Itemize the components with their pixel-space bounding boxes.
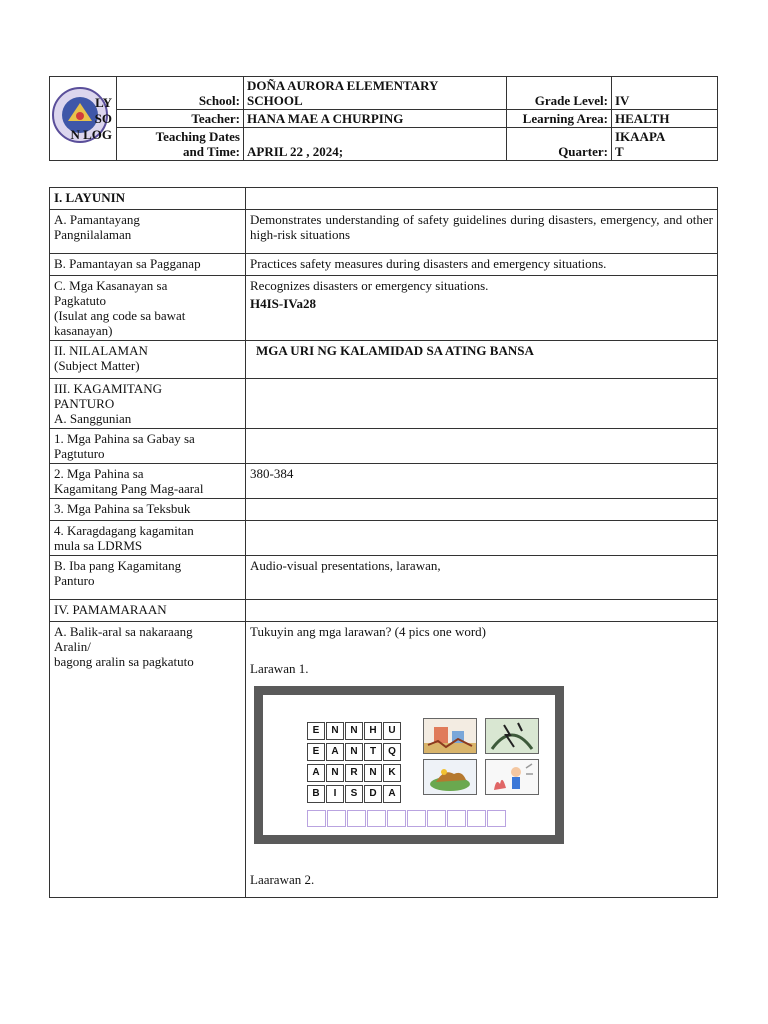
teksbuk-label: 3. Mga Pahina sa Teksbuk (50, 499, 246, 521)
nilalaman-label: II. NILALAMAN (Subject Matter) (50, 341, 246, 379)
layunin-heading: I. LAYUNIN (50, 188, 246, 210)
letter-tile: N (326, 722, 344, 740)
school-label: School: (117, 77, 244, 110)
iba-label: B. Iba pang Kagamitang Panturo (50, 556, 246, 600)
kagamitan-label: III. KAGAMITANG PANTURO A. Sanggunian (50, 379, 246, 429)
answer-box (307, 810, 326, 827)
answer-box (407, 810, 426, 827)
gabay-value (246, 429, 718, 464)
letter-tile: E (307, 722, 325, 740)
disaster-picture-2 (485, 718, 539, 754)
balik-instruction: Tukuyin ang mga larawan? (4 pics one word) (250, 624, 486, 639)
nilalaman-value: MGA URI NG KALAMIDAD SA ATING BANSA (246, 341, 718, 379)
letter-tile: D (364, 785, 382, 803)
disaster-picture-4 (485, 759, 539, 795)
larawan-1-label: Larawan 1. (250, 661, 309, 676)
lesson-plan-table (49, 187, 718, 898)
teaching-dates-label: Teaching Dates and Time: (117, 128, 244, 161)
ldrms-value (246, 521, 718, 556)
letter-tile: S (345, 785, 363, 803)
teacher-value: HANA MAE A CHURPING (244, 110, 507, 128)
answer-box (487, 810, 506, 827)
balik-value (246, 622, 718, 898)
pamantayang-label: A. Pamantayang Pangnilalaman (50, 210, 246, 254)
answer-boxes (307, 810, 507, 830)
teacher-label: Teacher: (117, 110, 244, 128)
earthquake-picture-icon (424, 719, 476, 753)
pamamaraan-heading: IV. PAMAMARAAN (50, 600, 246, 622)
teksbuk-value (246, 499, 718, 521)
disaster-picture-1 (423, 718, 477, 754)
pagganap-value: Practices safety measures during disasters and emergency situations. (246, 254, 718, 276)
kasanayan-value: Recognizes disasters or emergency situations. H4IS-IVa28 (246, 276, 718, 341)
larawan-2-label: Laarawan 2. (250, 872, 315, 887)
quarter-label: Quarter: (507, 128, 612, 161)
letter-grid (307, 721, 402, 805)
letter-tile: K (383, 764, 401, 782)
letter-tile: N (345, 743, 363, 761)
letter-tile: H (364, 722, 382, 740)
kagamitan-value (246, 379, 718, 429)
pagganap-label: B. Pamantayan sa Pagganap (50, 254, 246, 276)
letter-tile: T (364, 743, 382, 761)
layunin-value (246, 188, 718, 210)
teaching-dates-value: APRIL 22 , 2024; (244, 128, 507, 161)
quarter-value: IKAAPA T (612, 128, 718, 161)
landslide-picture-icon (424, 760, 476, 794)
puzzle-board (263, 695, 555, 835)
answer-box (347, 810, 366, 827)
letter-tile: I (326, 785, 344, 803)
kasanayan-code: H4IS-IVa28 (250, 296, 316, 311)
fire-picture-icon (486, 760, 538, 794)
letter-tile: B (307, 785, 325, 803)
letter-tile: A (326, 743, 344, 761)
answer-box (367, 810, 386, 827)
answer-box (447, 810, 466, 827)
letter-tile: N (345, 722, 363, 740)
answer-box (427, 810, 446, 827)
pamantayang-value: Demonstrates understanding of safety guidelines during disasters, emergency, and other high-risk situations (246, 210, 718, 254)
logo-text: LY SO N LOG (70, 95, 112, 142)
letter-tile: A (383, 785, 401, 803)
storm-picture-icon (486, 719, 538, 753)
header-table (49, 76, 718, 161)
kasanayan-label: C. Mga Kasanayan sa Pagkatuto (Isulat ang code sa bawat kasanayan) (50, 276, 246, 341)
four-pics-one-word-puzzle (254, 686, 564, 844)
learning-area-label: Learning Area: (507, 110, 612, 128)
disaster-picture-3 (423, 759, 477, 795)
letter-tile: E (307, 743, 325, 761)
answer-box (387, 810, 406, 827)
letter-tile: Q (383, 743, 401, 761)
iba-value: Audio-visual presentations, larawan, (246, 556, 718, 600)
letter-tile: A (307, 764, 325, 782)
grade-level-label: Grade Level: (507, 77, 612, 110)
answer-box (467, 810, 486, 827)
grade-level-value: IV (612, 77, 718, 110)
balik-label: A. Balik-aral sa nakaraang Aralin/ bagong aralin sa pagkatuto (50, 622, 246, 898)
answer-box (327, 810, 346, 827)
letter-tile: U (383, 722, 401, 740)
ldrms-label: 4. Karagdagang kagamitan mula sa LDRMS (50, 521, 246, 556)
learning-area-value: HEALTH (612, 110, 718, 128)
letter-tile: R (345, 764, 363, 782)
magaaral-value: 380-384 (246, 464, 718, 499)
school-value: DOÑA AURORA ELEMENTARY SCHOOL (244, 77, 507, 110)
pamamaraan-value (246, 600, 718, 622)
letter-tile: N (326, 764, 344, 782)
magaaral-label: 2. Mga Pahina sa Kagamitang Pang Mag-aaral (50, 464, 246, 499)
gabay-label: 1. Mga Pahina sa Gabay sa Pagtuturo (50, 429, 246, 464)
logo-cell (50, 77, 117, 161)
letter-tile: N (364, 764, 382, 782)
